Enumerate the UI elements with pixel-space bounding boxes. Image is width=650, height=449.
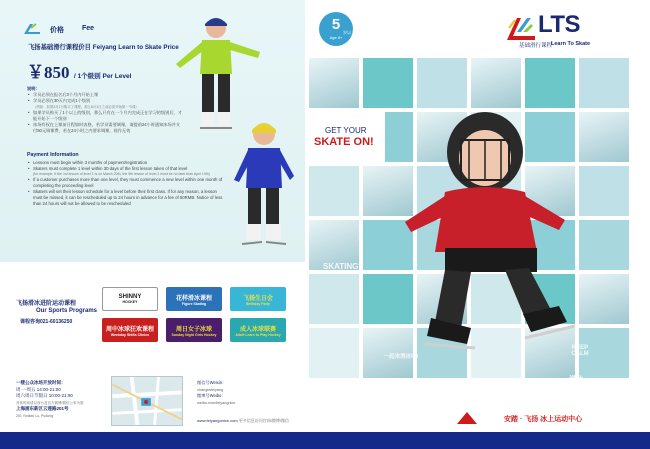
age-number: 5 bbox=[331, 16, 341, 33]
ghost-slogan-cn: 一起来滑冰吧! bbox=[383, 354, 419, 360]
payment-small-note: (for example, if the 1st lesson of level 1 is on March 20th, the 5th lesson of level 1 must be no later than April 19th) bbox=[33, 172, 210, 176]
program-logo-line1: 周中冰球狂欢课程 bbox=[105, 326, 154, 333]
program-logo-line2: Weekday Shifts Clinics bbox=[110, 332, 150, 337]
payment-item: • Lessons must begin within 3 months of payment/registration bbox=[27, 160, 227, 166]
program-logo-birthday-party bbox=[230, 287, 286, 311]
program-logo-figure-skating bbox=[166, 287, 222, 311]
photo-tile bbox=[309, 328, 359, 378]
price-amount: ￥850 bbox=[27, 63, 70, 82]
fee-title-en: Fee bbox=[82, 25, 95, 32]
opening-hours bbox=[16, 380, 83, 419]
lts-logo-text: LTS bbox=[538, 11, 581, 38]
program-logo-adult-hockey bbox=[230, 318, 286, 342]
notes-small-note: （例如：如果3月1日购买了课程，那么6月1日之前必须开始第一节课） bbox=[33, 104, 139, 109]
website-url[interactable]: www.feiyangonice.com bbox=[197, 418, 238, 423]
notes-item: • 学员必须在30天内完成1个级别 bbox=[27, 98, 182, 104]
program-logo-line1: SHINNY bbox=[118, 294, 142, 300]
address-cn: 上海浦东新区云莲路201号 bbox=[16, 406, 69, 411]
weixin-value: zhanglisfeiyang bbox=[197, 387, 224, 392]
program-logo-sunday-night-girls bbox=[166, 318, 222, 342]
website-note: 更多信息访问官网/微博/微信 bbox=[238, 418, 290, 423]
lts-logo-en: Learn To Skate bbox=[551, 41, 591, 47]
programs-title-en: Our Sports Programs bbox=[36, 308, 98, 314]
payment-info bbox=[27, 152, 227, 207]
ghost-word-skating: SKATING bbox=[323, 262, 359, 271]
payment-heading: Payment Information bbox=[27, 152, 79, 158]
child-skater-photo bbox=[375, 92, 615, 352]
social-contacts bbox=[197, 380, 235, 406]
age-badge bbox=[319, 12, 353, 46]
notes-heading: 说明： bbox=[27, 86, 40, 91]
program-logo-line2: Adult Learn to Play Hockey bbox=[235, 332, 281, 337]
program-logo-line1: 花样滑冰课程 bbox=[175, 295, 212, 302]
notes-cn bbox=[27, 86, 182, 134]
headline-get-your: GET YOUR bbox=[325, 126, 367, 135]
notes-item: • 学员必须在报名后3个月内开始上课 bbox=[27, 92, 182, 98]
price-row bbox=[27, 58, 131, 83]
weibo-value: weibo.com/feiyangnice bbox=[197, 400, 236, 405]
left-panel bbox=[0, 0, 305, 449]
notes-item: • 如果学员购买了1个以上的级别，那么只有在一个月内完成正在学习的级别后，才能开始下一个级别 bbox=[27, 110, 182, 122]
program-logo-line2: HOCKEY bbox=[122, 300, 138, 304]
programs-telephone: 课程咨询021-60136250 bbox=[20, 319, 73, 325]
partner-logo-icon bbox=[455, 410, 479, 428]
location-map bbox=[111, 376, 183, 426]
program-logo-shinny-hockey bbox=[102, 287, 158, 311]
photo-tile bbox=[309, 166, 359, 216]
partner-line: 安踏 · 飞扬 冰上运动中心 bbox=[504, 416, 583, 423]
program-logo-line2: Birthday Party bbox=[246, 301, 270, 306]
hours-weekend: 周六周日节假日 10:00-21:00 bbox=[16, 393, 73, 398]
age-label: Age 5+ bbox=[329, 35, 343, 40]
program-logo-line1: 周日女子冰球 bbox=[175, 326, 212, 333]
skate-logo-icon bbox=[22, 22, 42, 36]
right-panel-cover bbox=[305, 0, 650, 449]
hours-weekday: 周一-周五 14:00-21:00 bbox=[16, 386, 61, 392]
ghost-skate-cn: 滑冰 bbox=[569, 376, 583, 383]
skater-blue-photo bbox=[230, 118, 298, 258]
lts-logo-cn: 基础滑行课程 bbox=[519, 43, 553, 49]
weibo-label: 微博号Weibo： bbox=[197, 393, 226, 398]
bottom-bar bbox=[0, 432, 650, 449]
program-price-title: 飞扬基础滑行课程价目 Feiyang Learn to Skate Price bbox=[28, 44, 179, 51]
payment-item: • If a customer purchases more than one level, they must commence a new level within one month of completing the proceeding level bbox=[27, 177, 227, 189]
payment-item: • Skaters will set their lesson schedule for a level before their first class. If for any reason, a lesson must be missed, it can be rescheduled up to 24 hours in advance for a fee of 50RMB. Notice of less than 24 hours will not be allowed to be rescheduled bbox=[27, 189, 227, 207]
address-en: 201 Yunlian Lu, Pudong bbox=[16, 413, 54, 418]
lts-logo-icon bbox=[505, 14, 537, 42]
hours-title: 一楼公众冰场开放时间： bbox=[16, 380, 66, 385]
program-logo-line2: Figure Skating bbox=[181, 301, 207, 306]
program-logo-line1: 飞扬生日会 bbox=[242, 295, 273, 302]
headline-skate-on: SKATE ON! bbox=[314, 136, 374, 148]
programs-title-cn: 飞扬滑冰进阶运动课程 bbox=[16, 301, 77, 307]
photo-tile bbox=[309, 58, 359, 108]
program-logo-line2: Sunday Night Girls Hockey bbox=[171, 332, 217, 337]
fee-title-cn: 价格 bbox=[50, 27, 64, 34]
age-label-cn: 岁以上 bbox=[343, 30, 355, 35]
weixin-label: 微信号Weixin： bbox=[197, 380, 227, 385]
price-unit: / 1个级别 Per Level bbox=[73, 73, 132, 80]
hours-note: 具体时间请以前台及官方微博/微信公布为准 bbox=[16, 400, 84, 405]
payment-item: • Skaters must complete 1 level within 30 days of the first lesson taken of that level bbox=[27, 166, 227, 172]
notes-item: • 冰场有权在上课前日程如时表格，若学员需要调课，请提前24小时通知冰场并支付50元调课费，若在24小时之内要求调课，视作无效 bbox=[27, 122, 182, 134]
photo-tile bbox=[309, 274, 359, 324]
program-logo-line1: 成人冰球联赛 bbox=[239, 326, 276, 333]
website-row bbox=[197, 418, 289, 424]
ghost-keep-calm: KEEP CALM bbox=[571, 345, 589, 357]
program-logo-weekday-shifts bbox=[102, 318, 158, 342]
